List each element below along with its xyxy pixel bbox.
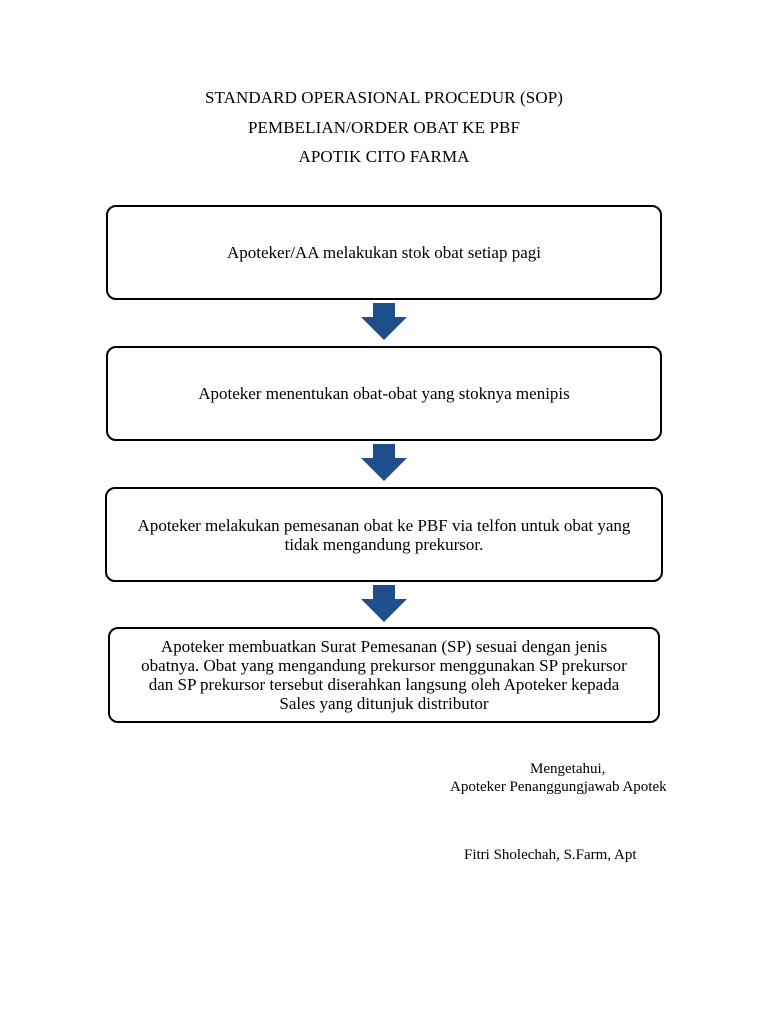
arrow-down-icon [360,303,408,341]
flow-step-2-text: Apoteker menentukan obat-obat yang stoknya menipis [198,384,570,403]
signer-role: Apoteker Penanggungjawab Apotek [450,779,667,795]
flow-step-4 [108,627,660,723]
flow-step-2 [106,346,662,441]
flow-step-3 [105,487,663,582]
flow-step-4-text: Apoteker membuatkan Surat Pemesanan (SP) sesuai dengan jenis obatnya. Obat yang mengandung prekursor menggunakan SP prekursor dan SP prekursor tersebut diserahkan langsung oleh Apoteker kepada Sales yang ditunjuk distributor [141,637,627,713]
signer-name: Fitri Sholechah, S.Farm, Apt [464,847,637,863]
flow-step-1-text: Apoteker/AA melakukan stok obat setiap pagi [227,243,541,262]
flow-step-3-text: Apoteker melakukan pemesanan obat ke PBF via telfon untuk obat yang tidak mengandung prekursor. [137,515,631,554]
pharmacy-name: APOTIK CITO FARMA [298,147,470,166]
arrow-down-icon [360,444,408,482]
arrow-down-icon [360,585,408,623]
acknowledged-label: Mengetahui, [530,761,606,777]
document-title: STANDARD OPERASIONAL PROCEDUR (SOP) [204,88,564,107]
flow-step-1 [106,205,662,300]
document-subtitle: PEMBELIAN/ORDER OBAT KE PBF [247,118,521,137]
